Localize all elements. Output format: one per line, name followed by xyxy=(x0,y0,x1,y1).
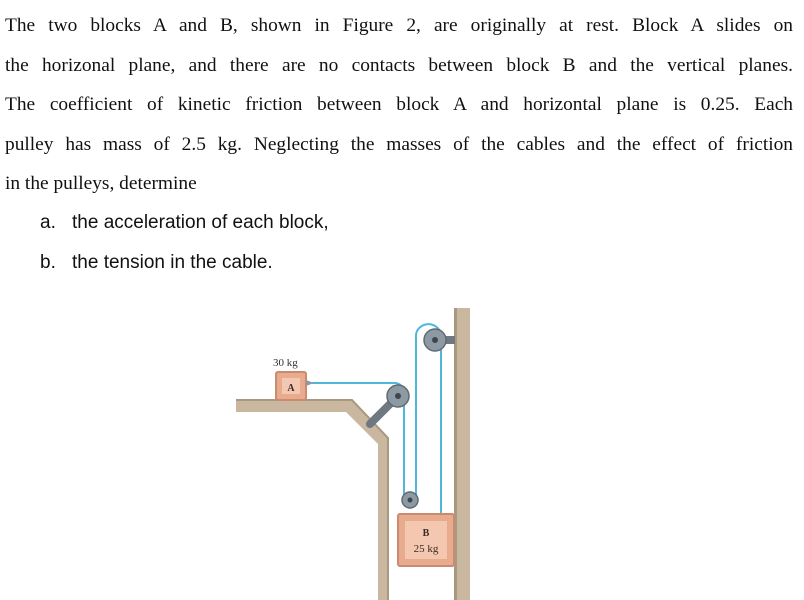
block-b-pulley xyxy=(402,492,418,508)
task-item xyxy=(40,203,329,243)
block-a-letter: A xyxy=(287,383,295,394)
block-a xyxy=(276,372,314,400)
block-b-mass: 25 kg xyxy=(413,543,439,555)
task-marker: a. xyxy=(40,212,56,233)
block-b-letter: B xyxy=(422,528,430,539)
problem-line: in the pulleys, determine xyxy=(5,173,197,194)
block-a-mass: 30 kg xyxy=(273,357,298,369)
block-b xyxy=(398,514,454,566)
task-text: the tension in the cable. xyxy=(72,251,273,273)
problem-line: The two blocks A and B, shown in Figure 2, are originally at rest. Block A slides on xyxy=(5,15,793,36)
problem-statement xyxy=(5,6,793,204)
task-item xyxy=(40,243,329,283)
horizontal-plane xyxy=(236,400,388,600)
problem-line: the horizonal plane, and there are no contacts between block B and the vertical planes. xyxy=(5,54,793,76)
corner-pulley xyxy=(387,385,409,407)
top-pulley xyxy=(424,329,446,351)
task-marker: b. xyxy=(40,251,56,273)
pulley-diagram xyxy=(230,300,480,600)
task-list xyxy=(40,203,329,282)
problem-line: pulley has mass of 2.5 kg. Neglecting the masses of the cables and the effect of friction xyxy=(5,133,793,155)
problem-line: The coefficient of kinetic friction between block A and horizontal plane is 0.25. Each xyxy=(5,94,793,115)
task-text: the acceleration of each block, xyxy=(72,212,329,233)
figure-2 xyxy=(230,300,480,600)
